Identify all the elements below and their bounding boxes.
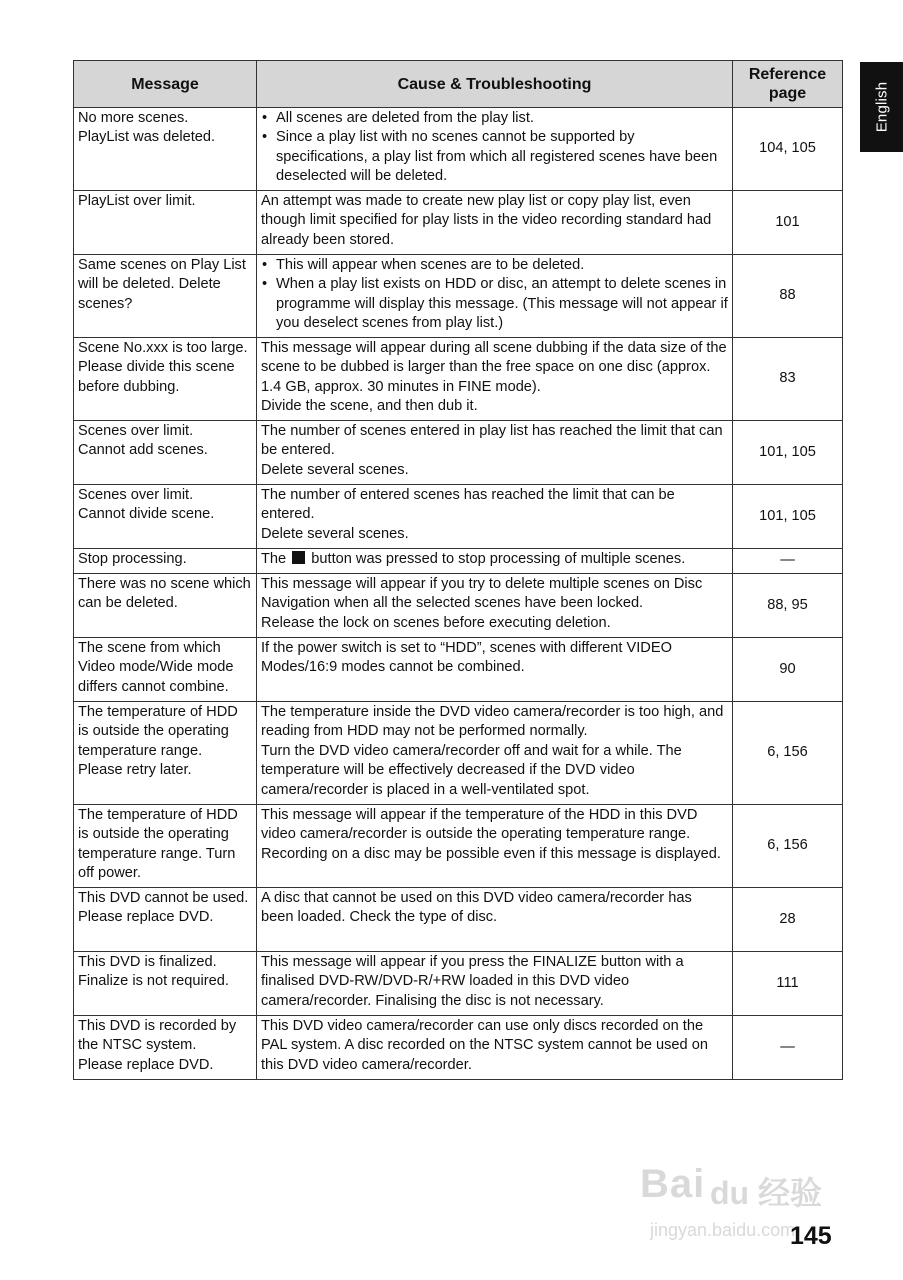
message-text: PlayList was deleted.: [78, 129, 216, 146]
cause-cell: [257, 255, 733, 338]
cause-bullet-list: [261, 109, 728, 187]
reference-page-cell: 88, 95: [733, 574, 843, 638]
cause-text: The number of scenes entered in play list has reached the limit that can be entered.: [261, 423, 723, 459]
cause-cell: [257, 638, 733, 702]
message-cell: [74, 485, 257, 549]
reference-page-cell: 101, 105: [733, 421, 843, 485]
reference-page-cell: 6, 156: [733, 805, 843, 888]
reference-page-cell: 90: [733, 638, 843, 702]
cause-text: The temperature inside the DVD video camera/recorder is too high, and reading from HDD may not be performed normally.: [261, 704, 724, 740]
message-text: Scenes over limit.: [78, 487, 194, 503]
message-text: Cannot divide scene.: [78, 506, 215, 523]
table-row: [74, 574, 843, 638]
message-cell: [74, 191, 257, 255]
message-cell: [74, 108, 257, 191]
message-text: PlayList over limit.: [78, 193, 196, 209]
cause-text: The number of entered scenes has reached the limit that can be entered.: [261, 487, 675, 523]
cause-cell: [257, 338, 733, 421]
message-cell: [74, 1016, 257, 1080]
cause-text: Release the lock on scenes before executing deletion.: [261, 614, 611, 631]
cause-text: This message will appear during all scene dubbing if the data size of the scene to be dubbed is larger than the free space on one disc (approx. 1.4 GB, approx. 30 minutes in FINE mode).: [261, 340, 727, 395]
message-text: Same scenes on Play List will be deleted. Delete scenes?: [78, 257, 246, 312]
table-row: [74, 952, 843, 1016]
cause-bullet-item: • Since a play list with no scenes cannot be supported by specifications, a play list from which all registered scenes have been deselected will be deleted.: [261, 128, 728, 186]
reference-page-cell: 101: [733, 191, 843, 255]
cause-cell: [257, 574, 733, 638]
table-row: [74, 421, 843, 485]
reference-page-cell: 83: [733, 338, 843, 421]
cause-text: This message will appear if you try to delete multiple scenes on Disc Navigation when all the selected scenes have been locked.: [261, 576, 703, 612]
message-text: This DVD is finalized.: [78, 954, 217, 970]
message-cell: [74, 574, 257, 638]
cause-bullet-item: • This will appear when scenes are to be deleted.: [261, 256, 728, 275]
reference-page-cell: 88: [733, 255, 843, 338]
cause-bullet-item: • When a play list exists on HDD or disc, an attempt to delete scenes in programme will display this message. (This message will not appear if you deselect scenes from play list.): [261, 275, 728, 333]
cause-text: Delete several scenes.: [261, 525, 409, 542]
message-text: The scene from which Video mode/Wide mode differs cannot combine.: [78, 640, 234, 695]
cause-text: Divide the scene, and then dub it.: [261, 398, 478, 415]
cause-text: This message will appear if you press the FINALIZE button with a finalised DVD-RW/DVD-R/+RW loaded in this DVD video camera/recorder. Finalising the disc is not necessary.: [261, 954, 684, 1009]
message-text: Cannot add scenes.: [78, 442, 208, 459]
message-text: No more scenes.: [78, 110, 189, 126]
error-message-table: [73, 60, 843, 1080]
message-cell: [74, 338, 257, 421]
cause-bullet-list: [261, 256, 728, 334]
cause-cell: [257, 108, 733, 191]
table-row: [74, 805, 843, 888]
watermark-logo: Bai: [640, 1162, 706, 1206]
cause-text: A disc that cannot be used on this DVD video camera/recorder has been loaded. Check the type of disc.: [261, 890, 692, 926]
message-cell: [74, 805, 257, 888]
language-tab-label: English: [873, 81, 890, 133]
message-text: The temperature of HDD is outside the operating temperature range.: [78, 704, 238, 759]
cause-text: Turn the DVD video camera/recorder off and wait for a while. The temperature will be effectively decreased if the DVD video camera/recorder is placed in a well-ventilated spot.: [261, 742, 682, 798]
table-row: [74, 702, 843, 805]
reference-page-cell: 111: [733, 952, 843, 1016]
reference-page-cell: 28: [733, 888, 843, 952]
cause-text-post: button was pressed to stop processing of multiple scenes.: [311, 551, 686, 567]
reference-page-cell: 6, 156: [733, 702, 843, 805]
table-row: [74, 638, 843, 702]
table-row: [74, 338, 843, 421]
cause-text: Delete several scenes.: [261, 461, 409, 478]
message-cell: [74, 549, 257, 574]
message-text: The temperature of HDD is outside the operating temperature range. Turn off power.: [78, 807, 238, 882]
table-row: [74, 191, 843, 255]
message-text: This DVD is recorded by the NTSC system.: [78, 1018, 237, 1054]
message-cell: [74, 255, 257, 338]
header-reference-line1: Reference: [748, 66, 827, 83]
message-text: There was no scene which can be deleted.: [78, 576, 251, 612]
cause-bullet-item: • All scenes are deleted from the play list.: [261, 109, 728, 128]
header-cause: Cause & Troubleshooting: [257, 61, 733, 108]
cause-text: This message will appear if the temperature of the HDD in this DVD video camera/recorder is outside the operating temperature range. Recording on a disc may be possible even if this message is displayed.: [261, 807, 721, 862]
message-cell: [74, 421, 257, 485]
reference-page-cell: 104, 105: [733, 108, 843, 191]
message-text: Scenes over limit.: [78, 423, 194, 439]
cause-text: If the power switch is set to “HDD”, scenes with different VIDEO Modes/16:9 modes cannot be combined.: [261, 640, 672, 676]
message-text: Please replace DVD.: [78, 1056, 214, 1073]
cause-cell: [257, 805, 733, 888]
table-row: [74, 1016, 843, 1080]
table-row: [74, 485, 843, 549]
cause-cell: [257, 421, 733, 485]
message-cell: [74, 888, 257, 952]
table-row: [74, 108, 843, 191]
message-text: This DVD cannot be used. Please replace DVD.: [78, 890, 249, 926]
message-text: Please retry later.: [78, 762, 192, 779]
table-header-row: [74, 61, 843, 108]
cause-text: An attempt was made to create new play list or copy play list, even though limit specified for play lists in the video recording standard had already been stored.: [261, 193, 712, 248]
cause-cell: [257, 952, 733, 1016]
reference-page-cell: —: [733, 549, 843, 574]
table-row: [74, 888, 843, 952]
header-reference: [733, 61, 843, 108]
message-text: Finalize is not required.: [78, 973, 229, 990]
table-row: [74, 255, 843, 338]
cause-text-pre: The: [261, 551, 287, 567]
header-message: Message: [74, 61, 257, 108]
cause-cell: [257, 702, 733, 805]
page-number: 145: [790, 1222, 832, 1250]
reference-page-cell: 101, 105: [733, 485, 843, 549]
cause-cell: [257, 888, 733, 952]
message-cell: [74, 952, 257, 1016]
header-reference-line2: page: [768, 85, 807, 102]
message-cell: [74, 638, 257, 702]
cause-cell: [257, 191, 733, 255]
table-row: [74, 549, 843, 574]
cause-cell: [257, 549, 733, 574]
cause-text: This DVD video camera/recorder can use only discs recorded on the PAL system. A disc recorded on the NTSC system cannot be used on this DVD video camera/recorder.: [261, 1018, 708, 1073]
reference-page-cell: —: [733, 1016, 843, 1080]
watermark-url: jingyan.baidu.com: [650, 1220, 796, 1240]
message-text: Scene No.xxx is too large. Please divide this scene before dubbing.: [78, 340, 248, 395]
message-text: Stop processing.: [78, 551, 187, 567]
message-cell: [74, 702, 257, 805]
cause-cell: [257, 485, 733, 549]
cause-cell: [257, 1016, 733, 1080]
language-tab: [860, 62, 903, 152]
watermark-sub: du 经验: [710, 1175, 822, 1211]
stop-icon: [292, 551, 305, 564]
